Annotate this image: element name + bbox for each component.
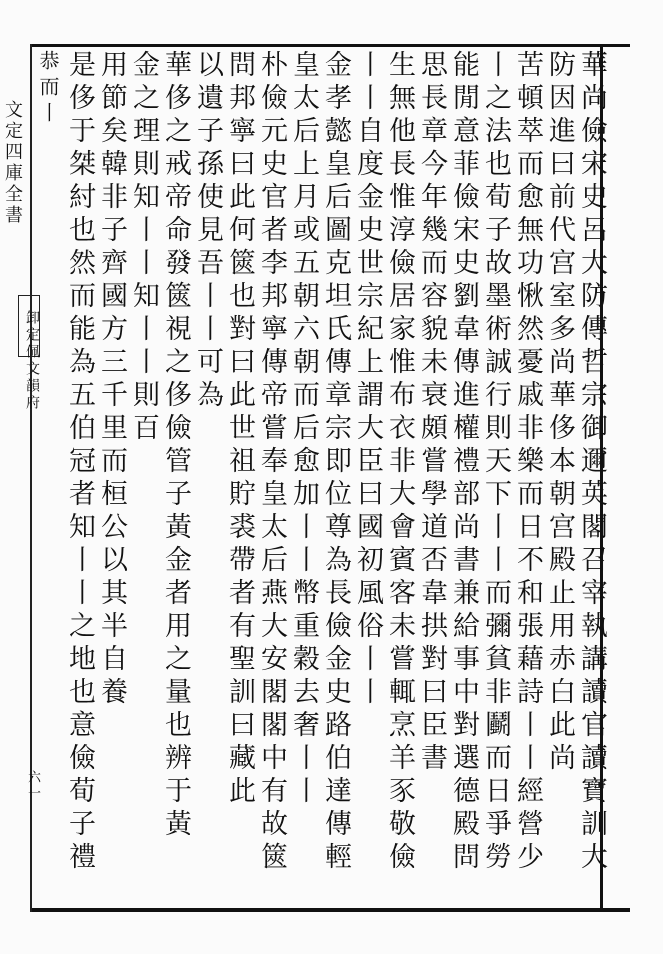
text-column-13: 以遺子孫使見吾丨丨可為 — [192, 50, 223, 413]
text-column-2: 防因進曰前代宫室多尚華侈本朝宫殿止用赤白此尚 — [544, 50, 575, 776]
section-title: 卸定佩文韻府 — [24, 310, 40, 412]
bottom-border — [30, 908, 630, 912]
page-number: 六一 — [25, 770, 40, 802]
text-column-16: 用節矣韓非子齊國方三千里而桓公以其半自養 — [96, 50, 127, 710]
text-column-11: 朴儉元史官者李邦寧傳帝嘗奉皇太后燕大安閣閣中有故篋 — [256, 50, 287, 875]
text-column-7: 生無他長惟淳儉居家惟布衣非大會賓客未嘗輒烹羊豕敬儉 — [384, 50, 415, 875]
text-column-17: 是侈于桀紂也然而能為五伯冠者知丨丨之地也意儉荀子禮 — [64, 50, 95, 875]
text-column-3: 苦頓萃而愈無功愀然憂戚非樂而日不和張藉詩丨丨經營少 — [512, 50, 543, 875]
text-column-14: 華侈之戒帝命發篋視之侈儉管子黃金者用之量也辨于黃 — [160, 50, 191, 842]
text-column-18: 恭而丨 — [36, 50, 60, 128]
text-column-9: 金孝懿皇后圖克坦氏傳章宗即位尊為長儉金史路伯達傳輕 — [320, 50, 351, 875]
text-column-12: 問邦寧曰此何篋也對曰此世祖貯裘帶者有聖訓曰藏此 — [224, 50, 255, 809]
text-column-5: 能閒意菲儉宋史劉韋傳進權禮部尚書兼給事中對選德殿問 — [448, 50, 479, 875]
text-column-6: 思長章今年幾而容貌未衰頗嘗學道否韋拱對曰臣書 — [416, 50, 447, 776]
book-title: 文定四庫全書 — [2, 100, 23, 226]
text-column-8: 丨丨自度金史世宗紀上謂大臣曰國初風俗丨丨 — [352, 50, 383, 710]
text-column-15: 金之理則知丨丨知丨丨則百 — [128, 50, 159, 446]
top-border — [30, 44, 630, 47]
text-column-10: 皇太后上月或五朝六朝而后愈加丨丨幣重穀去奢丨丨 — [288, 50, 319, 809]
text-column-4: 丨之法也荀子故墨術誠行則天下丨丨而彌貧非鬬而日爭勞 — [480, 50, 511, 875]
text-column-1: 華尚儉宋史呂大防傳哲宗御邇英閣召宰執講讀官讀寶訓大 — [576, 50, 607, 875]
